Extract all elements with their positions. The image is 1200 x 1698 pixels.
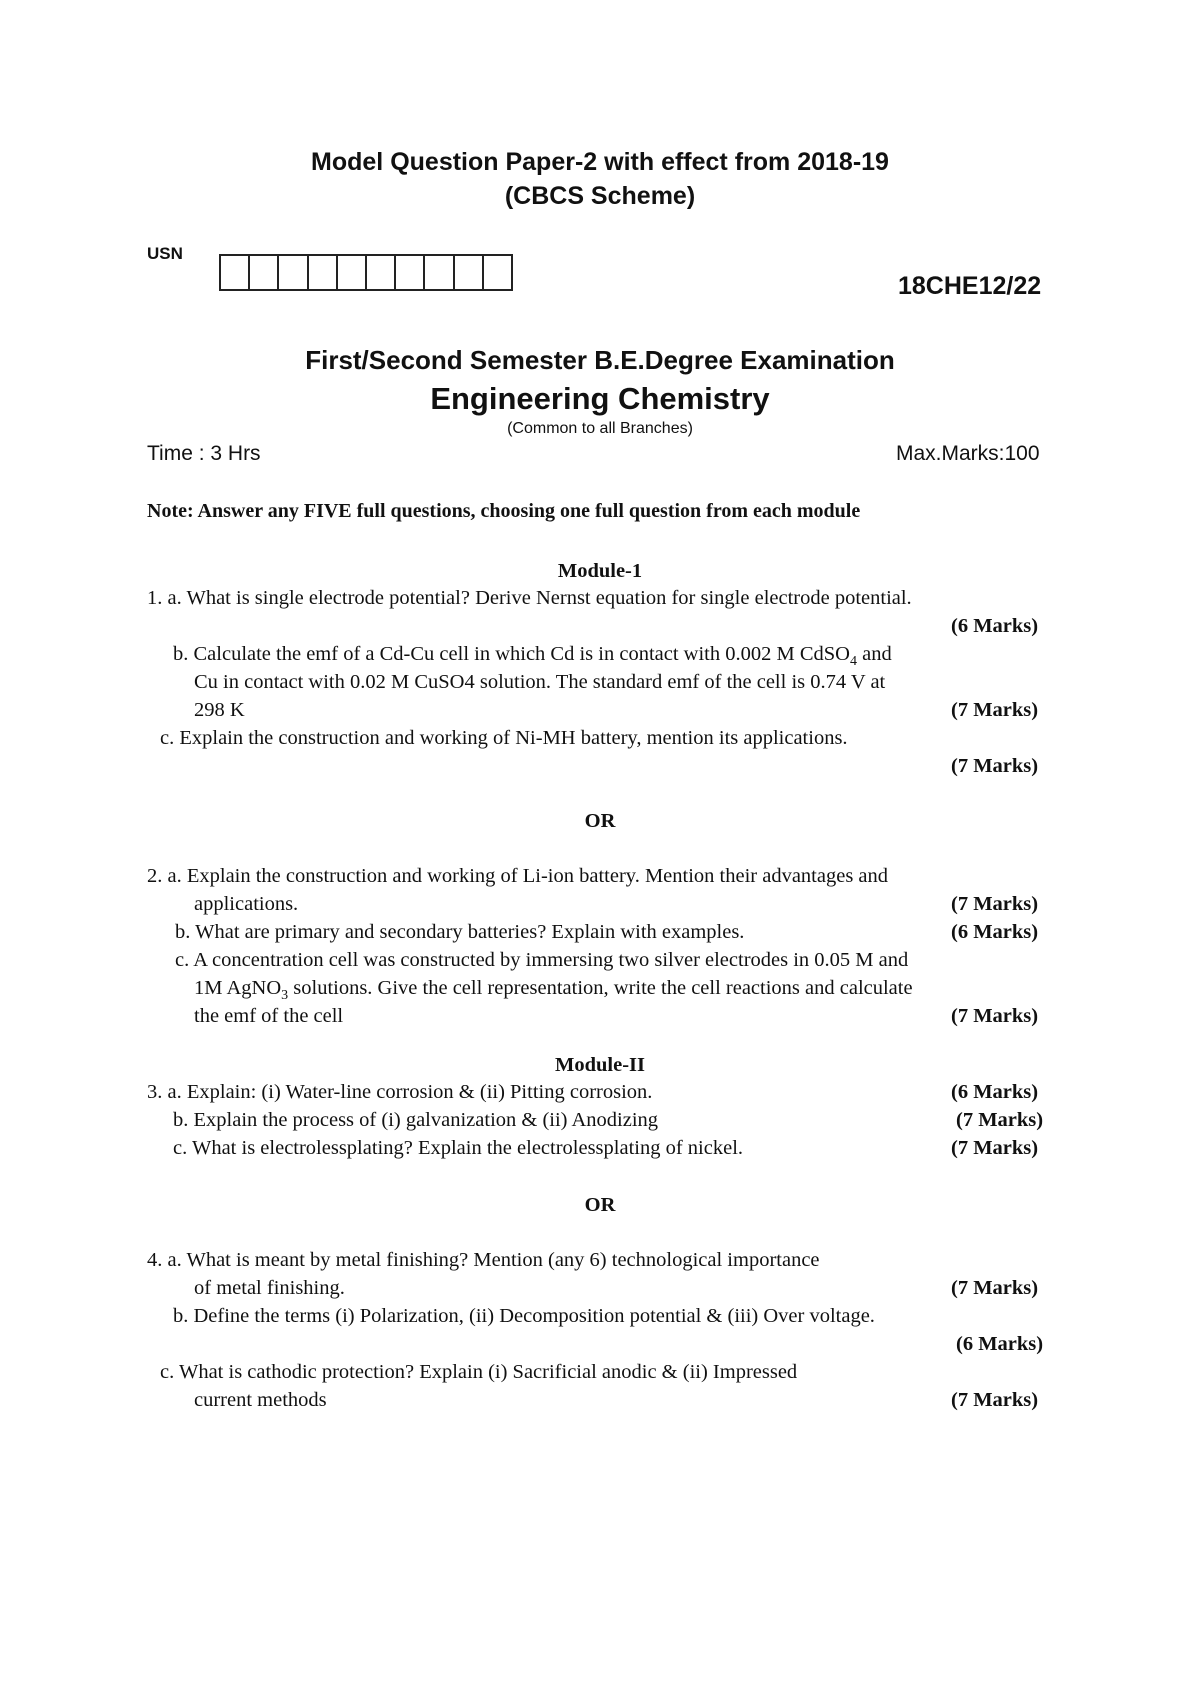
usn-cell [367, 256, 396, 289]
question-1b-line3: 298 K [194, 699, 245, 721]
question-4b: b. Define the terms (i) Polarization, (ii) Decomposition potential & (iii) Over voltage. [173, 1305, 875, 1327]
question-1b-marks: (7 Marks) [951, 699, 1039, 721]
usn-cell [455, 256, 484, 289]
question-4a-line2: of metal finishing. [194, 1277, 345, 1299]
question-4a-marks: (7 Marks) [951, 1277, 1039, 1299]
question-3a-marks: (6 Marks) [951, 1081, 1039, 1103]
usn-label: USN [147, 244, 183, 263]
question-2b: b. What are primary and secondary batteries? Explain with examples. [175, 921, 745, 943]
question-1b [173, 643, 892, 670]
subtitle: (Common to all Branches) [507, 420, 693, 437]
module-1-heading: Module-1 [557, 560, 643, 582]
question-1b-text-end: and [856, 643, 892, 665]
course-code: 18CHE12/22 [898, 272, 1042, 300]
question-2c-text-end: solutions. Give the cell representation, write the cell reactions and calculate [288, 977, 913, 999]
usn-cell [425, 256, 454, 289]
exam-time: Time : 3 Hrs [147, 442, 261, 465]
usn-cell [484, 256, 511, 289]
question-2b-marks: (6 Marks) [951, 921, 1039, 943]
usn-cell [221, 256, 250, 289]
question-2c-subscript: 3 [281, 988, 289, 1004]
question-3a: 3. a. Explain: (i) Water-line corrosion & (ii) Pitting corrosion. [147, 1081, 653, 1103]
question-1a-marks: (6 Marks) [951, 615, 1039, 637]
question-2c-marks: (7 Marks) [951, 1005, 1039, 1027]
question-2c-text: 1M AgNO [194, 977, 282, 999]
question-4a: 4. a. What is meant by metal finishing? Mention (any 6) technological importance [147, 1249, 820, 1271]
or-divider-1: OR [584, 810, 616, 832]
exam-note: Note: Answer any FIVE full questions, choosing one full question from each module [147, 500, 861, 522]
question-3c: c. What is electrolessplating? Explain the electrolessplating of nickel. [173, 1137, 744, 1159]
question-4c-line2: current methods [194, 1389, 327, 1411]
question-1a: 1. a. What is single electrode potential? Derive Nernst equation for single electrode potential. [147, 587, 912, 609]
question-1c: c. Explain the construction and working of Ni-MH battery, mention its applications. [160, 727, 848, 749]
usn-cell [309, 256, 338, 289]
or-divider-2: OR [584, 1194, 616, 1216]
question-1c-marks: (7 Marks) [951, 755, 1039, 777]
question-2c-line3: the emf of the cell [194, 1005, 344, 1027]
question-2a-line2: applications. [194, 893, 299, 915]
subject-title: Engineering Chemistry [430, 381, 770, 416]
usn-cell [279, 256, 308, 289]
module-2-heading: Module-II [555, 1054, 645, 1076]
exam-name: First/Second Semester B.E.Degree Examination [305, 345, 895, 375]
paper-title: Model Question Paper-2 with effect from 2018-19 [311, 148, 889, 176]
question-3b-marks: (7 Marks) [956, 1109, 1044, 1131]
question-1b-line2: Cu in contact with 0.02 M CuSO4 solution. The standard emf of the cell is 0.74 V at [194, 671, 886, 693]
question-3b: b. Explain the process of (i) galvanization & (ii) Anodizing [173, 1109, 659, 1131]
usn-input-grid [219, 254, 513, 291]
usn-cell [250, 256, 279, 289]
max-marks: Max.Marks:100 [896, 442, 1040, 465]
usn-cell [396, 256, 425, 289]
question-2a-marks: (7 Marks) [951, 893, 1039, 915]
question-2c-line2 [194, 977, 913, 1004]
question-1b-text: b. Calculate the emf of a Cd-Cu cell in which Cd is in contact with 0.002 M CdSO [173, 643, 850, 665]
question-1b-subscript: 4 [849, 654, 857, 670]
question-4b-marks: (6 Marks) [956, 1333, 1044, 1355]
usn-cell [338, 256, 367, 289]
question-4c-marks: (7 Marks) [951, 1389, 1039, 1411]
question-2a: 2. a. Explain the construction and working of Li-ion battery. Mention their advantages and [147, 865, 889, 887]
question-2c: c. A concentration cell was constructed by immersing two silver electrodes in 0.05 M and [175, 949, 909, 971]
question-3c-marks: (7 Marks) [951, 1137, 1039, 1159]
scheme-title: (CBCS Scheme) [504, 182, 696, 210]
question-4c: c. What is cathodic protection? Explain (i) Sacrificial anodic & (ii) Impressed [160, 1361, 798, 1383]
